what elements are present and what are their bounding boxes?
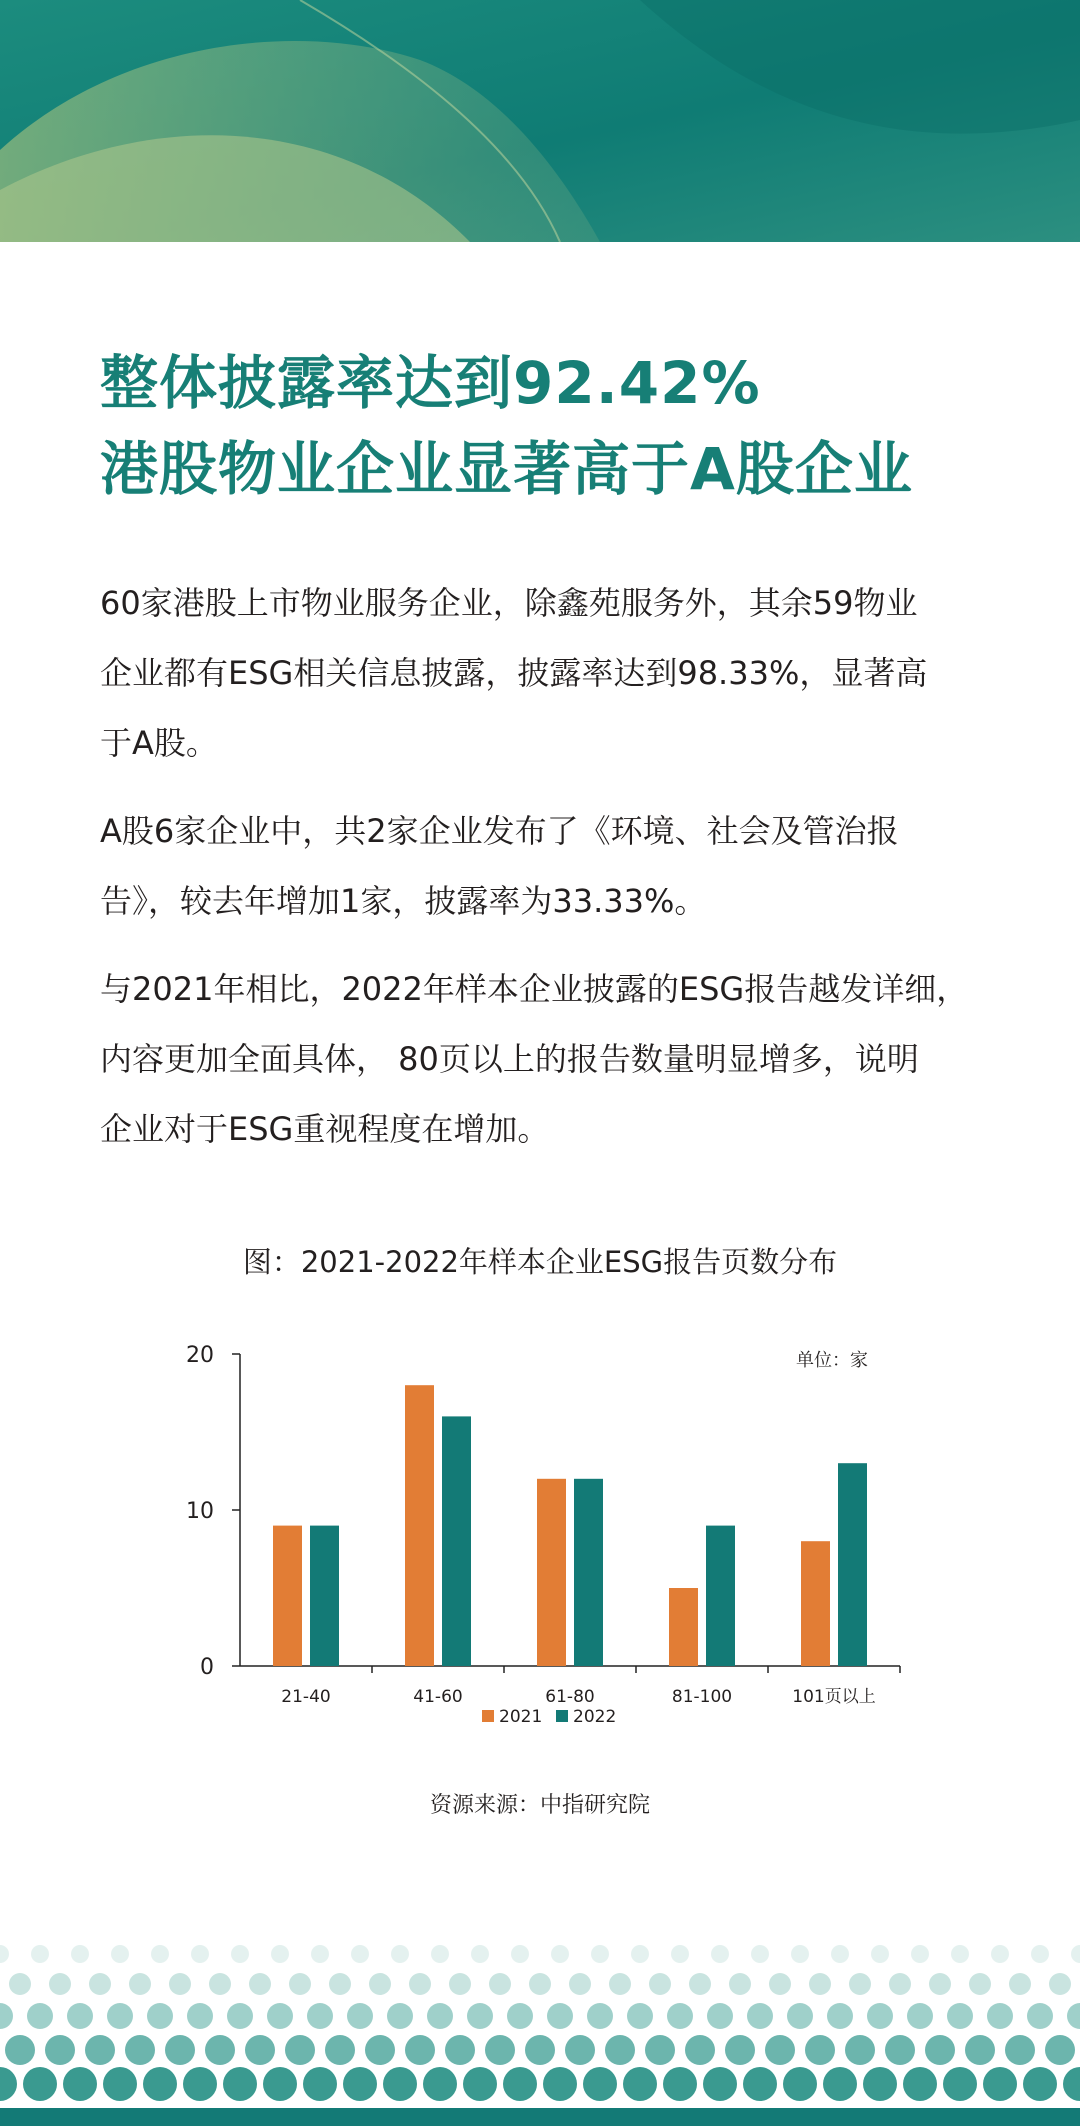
footer-dot [303, 2067, 337, 2101]
bar-2022-61-80 [574, 1479, 603, 1666]
paragraph-line: 企业都有ESG相关信息披露，披露率达到98.33%，显著高 [100, 654, 928, 692]
x-tick-label: 101页以上 [792, 1687, 876, 1707]
footer-dot [627, 2003, 653, 2029]
footer-dot [209, 1973, 231, 1995]
footer-dot [587, 2003, 613, 2029]
footer-dot [671, 1945, 689, 1963]
footer-dot [743, 2067, 777, 2101]
footer-dot [89, 1973, 111, 1995]
footer-dot-pattern [0, 1930, 1080, 2126]
footer-dot [969, 1973, 991, 1995]
footer-dot [685, 2035, 715, 2065]
bar-2021-101页以上 [801, 1541, 830, 1666]
footer-band [0, 2108, 1080, 2126]
footer-dot [0, 1945, 9, 1963]
footer-dot [27, 2003, 53, 2029]
footer-dot [907, 2003, 933, 2029]
footer-dot [463, 2067, 497, 2101]
footer-dot [471, 1945, 489, 1963]
footer-dot [9, 1973, 31, 1995]
footer-dot [169, 1973, 191, 1995]
footer-dot [725, 2035, 755, 2065]
footer-dot [191, 1945, 209, 1963]
footer-dot [289, 1973, 311, 1995]
paragraph-line: A股6家企业中，共2家企业发布了《环境、社会及管治报 [100, 812, 899, 850]
footer-dot [267, 2003, 293, 2029]
footer-dot [569, 1973, 591, 1995]
footer-dot [49, 1973, 71, 1995]
footer-dot [307, 2003, 333, 2029]
footer-dot [449, 1973, 471, 1995]
footer-dot [649, 1973, 671, 1995]
footer-dot [1009, 1973, 1031, 1995]
footer-dot [227, 2003, 253, 2029]
footer-dot [143, 2067, 177, 2101]
footer-dot [609, 1973, 631, 1995]
footer-dot [467, 2003, 493, 2029]
paragraph-line: 内容更加全面具体， 80页以上的报告数量明显增多，说明 [100, 1040, 919, 1078]
footer-dot [623, 2067, 657, 2101]
footer-dot [0, 2003, 13, 2029]
footer-dot [565, 2035, 595, 2065]
x-tick-label: 61-80 [545, 1687, 595, 1707]
header-banner [0, 0, 1080, 242]
footer-dot [387, 2003, 413, 2029]
footer-dot [503, 2067, 537, 2101]
bar-2021-21-40 [273, 1526, 302, 1666]
x-tick-label: 81-100 [671, 1687, 733, 1707]
footer-dot [827, 2003, 853, 2029]
footer-dot [423, 2067, 457, 2101]
footer-dot [809, 1973, 831, 1995]
footer-dot [245, 2035, 275, 2065]
footer-dot [605, 2035, 635, 2065]
x-tick-label: 21-40 [281, 1687, 331, 1707]
x-tick-label: 41-60 [413, 1687, 463, 1707]
footer-dot [867, 2003, 893, 2029]
y-tick-label: 0 [200, 1655, 214, 1680]
chart-title: 图：2021-2022年样本企业ESG报告页数分布 [242, 1245, 838, 1279]
bar-2022-21-40 [310, 1526, 339, 1666]
bar-2022-81-100 [706, 1526, 735, 1666]
footer-dot [965, 2035, 995, 2065]
footer-dot [0, 2067, 17, 2101]
footer-dot [823, 2067, 857, 2101]
footer-dot [1067, 2003, 1080, 2029]
footer-dot [129, 1973, 151, 1995]
footer-dot [911, 1945, 929, 1963]
footer-dot [31, 1945, 49, 1963]
footer-dot [787, 2003, 813, 2029]
footer-dot [711, 1945, 729, 1963]
footer-dot [689, 1973, 711, 1995]
footer-dot [431, 1945, 449, 1963]
footer-dot [405, 2035, 435, 2065]
legend-label-2021: 2021 [499, 1707, 543, 1727]
footer-dot [85, 2035, 115, 2065]
footer-dot [351, 1945, 369, 1963]
footer-dot [187, 2003, 213, 2029]
footer-dot [929, 1973, 951, 1995]
paragraph-1 [100, 568, 1000, 778]
footer-dot [991, 1945, 1009, 1963]
footer-dot [223, 2067, 257, 2101]
bar-chart [0, 1310, 1080, 1750]
footer-dot [885, 2035, 915, 2065]
footer-dot [489, 1973, 511, 1995]
bar-2021-61-80 [537, 1479, 566, 1666]
footer-dot [863, 2067, 897, 2101]
footer-dot [849, 1973, 871, 1995]
footer-dot [1071, 1945, 1080, 1963]
footer-dot [889, 1973, 911, 1995]
footer-dot [71, 1945, 89, 1963]
footer-dot [103, 2067, 137, 2101]
footer-dot [511, 1945, 529, 1963]
footer-dot [249, 1973, 271, 1995]
footer-dot [645, 2035, 675, 2065]
footer-dot [1045, 2035, 1075, 2065]
footer-dot [707, 2003, 733, 2029]
footer-dot [747, 2003, 773, 2029]
footer-dot [925, 2035, 955, 2065]
footer-dot [729, 1973, 751, 1995]
footer-dot [263, 2067, 297, 2101]
footer-dot [183, 2067, 217, 2101]
footer-dot [45, 2035, 75, 2065]
bar-2021-81-100 [669, 1588, 698, 1666]
footer-dot [831, 1945, 849, 1963]
footer-dot [783, 2067, 817, 2101]
footer-dot [551, 1945, 569, 1963]
footer-dot [525, 2035, 555, 2065]
unit-label: 单位：家 [796, 1350, 868, 1371]
footer-dot [1023, 2067, 1057, 2101]
footer-dot [871, 1945, 889, 1963]
footer-dot [271, 1945, 289, 1963]
legend-label-2022: 2022 [573, 1707, 617, 1727]
source-note: 资源来源：中指研究院 [429, 1793, 650, 1818]
paragraph-line: 60家港股上市物业服务企业，除鑫苑服务外，其余59物业 [100, 584, 918, 622]
footer-dot [543, 2067, 577, 2101]
legend-swatch-2021 [482, 1710, 494, 1722]
footer-dot [1063, 2067, 1080, 2101]
footer-dot [165, 2035, 195, 2065]
body-text [100, 568, 1000, 1182]
headline-line-1: 整体披露率达到92.42% [100, 349, 761, 417]
paragraph-line: 告》，较去年增加1家，披露率为33.33%。 [100, 882, 707, 920]
footer-dot [365, 2035, 395, 2065]
footer-dot [409, 1973, 431, 1995]
footer-dot [1005, 2035, 1035, 2065]
footer-dot [285, 2035, 315, 2065]
footer-dot [151, 1945, 169, 1963]
footer-dot [547, 2003, 573, 2029]
footer-dot [983, 2067, 1017, 2101]
footer-dot [391, 1945, 409, 1963]
footer-dot [23, 2067, 57, 2101]
footer-dot [591, 1945, 609, 1963]
footer-dot [529, 1973, 551, 1995]
bar-2021-41-60 [405, 1385, 434, 1666]
paragraph-line: 于A股。 [100, 724, 218, 762]
footer-dot [751, 1945, 769, 1963]
footer-dot [343, 2067, 377, 2101]
y-tick-label: 20 [186, 1343, 214, 1368]
headline-line-2: 港股物业企业显著高于A股企业 [100, 435, 913, 503]
footer-dot [383, 2067, 417, 2101]
footer-dot [765, 2035, 795, 2065]
headline [100, 340, 1000, 512]
footer-dot [231, 1945, 249, 1963]
footer-dot [845, 2035, 875, 2065]
footer-dot [445, 2035, 475, 2065]
footer-dot [5, 2035, 35, 2065]
footer-dot [67, 2003, 93, 2029]
footer-dot [347, 2003, 373, 2029]
footer-dot [1031, 1945, 1049, 1963]
footer-dot [507, 2003, 533, 2029]
footer-dot [667, 2003, 693, 2029]
footer-dot [769, 1973, 791, 1995]
footer-dot [943, 2067, 977, 2101]
bar-2022-101页以上 [838, 1463, 867, 1666]
footer-dot [1027, 2003, 1053, 2029]
paragraph-3 [100, 954, 1000, 1164]
legend-swatch-2022 [556, 1710, 568, 1722]
footer-dot [111, 1945, 129, 1963]
footer-dot [325, 2035, 355, 2065]
footer-dot [947, 2003, 973, 2029]
footer-dot [485, 2035, 515, 2065]
footer-dot [205, 2035, 235, 2065]
footer-dot [703, 2067, 737, 2101]
paragraph-line: 企业对于ESG重视程度在增加。 [100, 1110, 550, 1148]
footer-dot [631, 1945, 649, 1963]
footer-dot [427, 2003, 453, 2029]
footer-dot [903, 2067, 937, 2101]
footer-dot [329, 1973, 351, 1995]
footer-dot [125, 2035, 155, 2065]
y-tick-label: 10 [186, 1499, 214, 1524]
footer-dot [663, 2067, 697, 2101]
footer-dot [583, 2067, 617, 2101]
paragraph-2 [100, 796, 1000, 936]
footer-dot [791, 1945, 809, 1963]
footer-dot [107, 2003, 133, 2029]
footer-dot [63, 2067, 97, 2101]
footer-dot [1049, 1973, 1071, 1995]
footer-dot [805, 2035, 835, 2065]
footer-dot [987, 2003, 1013, 2029]
paragraph-line: 与2021年相比，2022年样本企业披露的ESG报告越发详细， [100, 970, 969, 1008]
footer-dot [311, 1945, 329, 1963]
bar-2022-41-60 [442, 1416, 471, 1666]
footer-dot [951, 1945, 969, 1963]
footer-dot [369, 1973, 391, 1995]
footer-dot [147, 2003, 173, 2029]
